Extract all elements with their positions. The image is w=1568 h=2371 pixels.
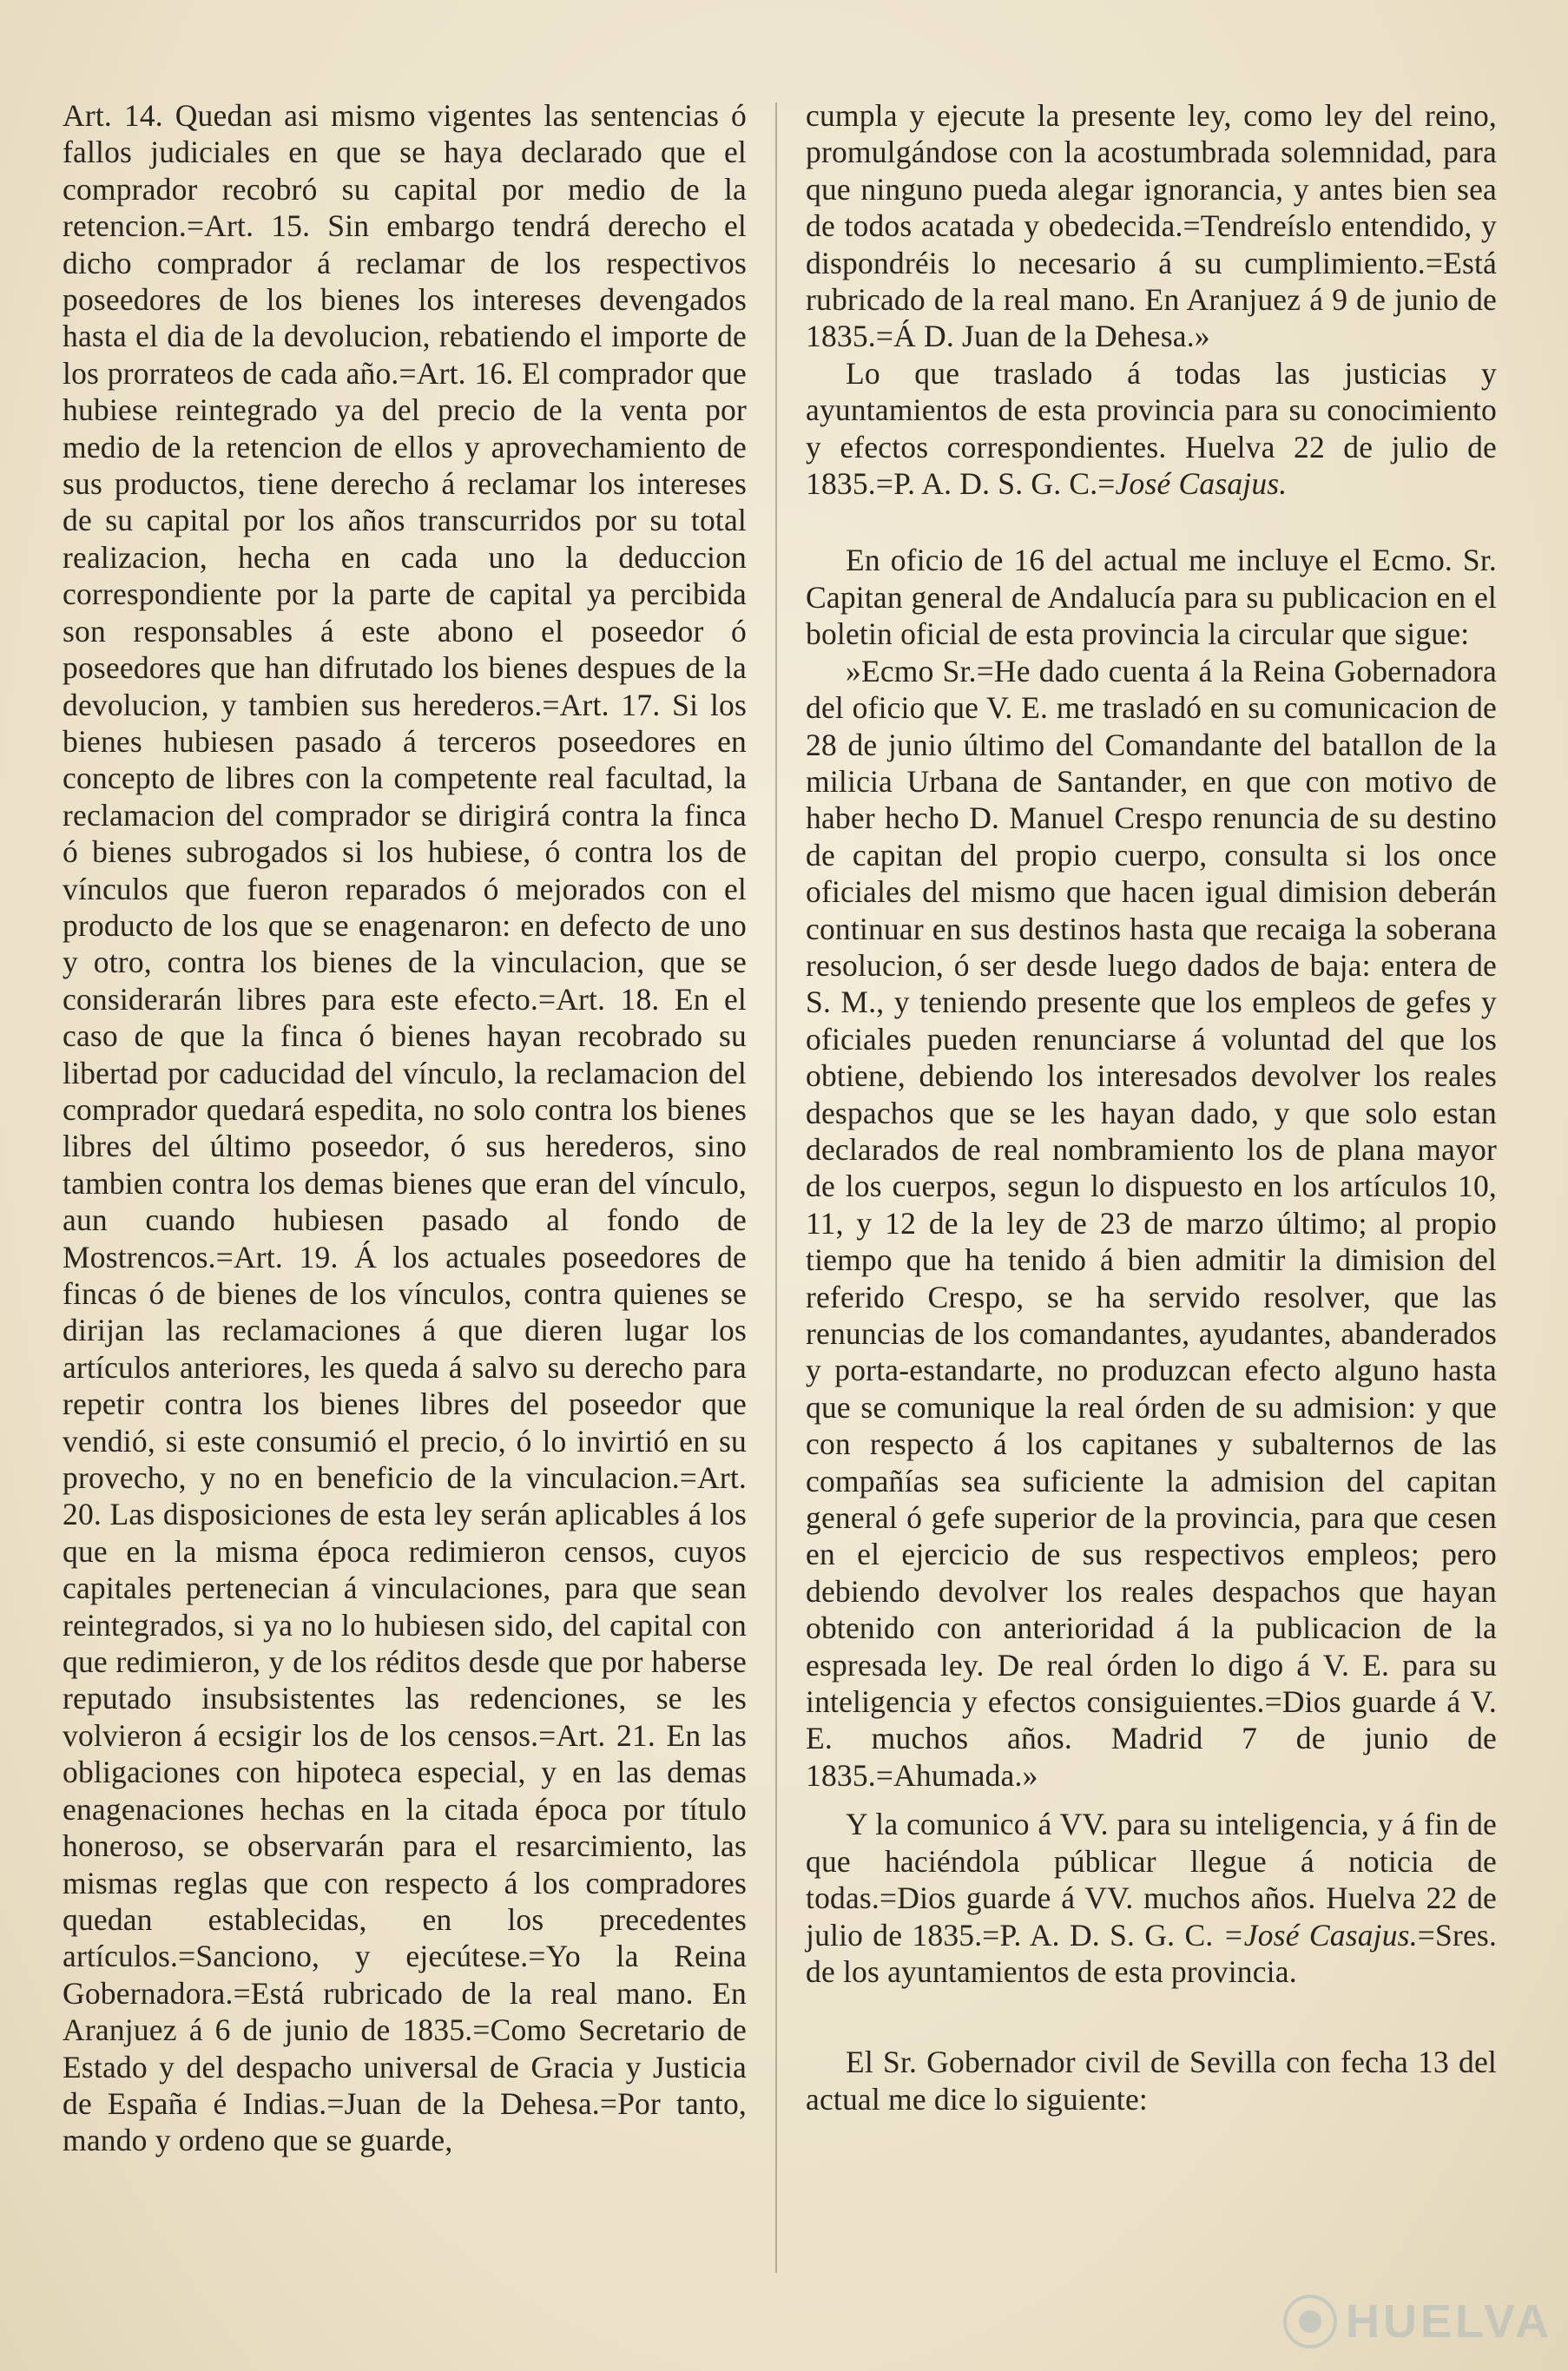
royal-order-paragraph: »Ecmo Sr.=He dado cuenta á la Reina Gobernadora del oficio que V. E. me trasladó en su comunicacion de 28 de junio último del Comandante del batallon de la milicia Urbana de Santander, en que con motivo de haber hecho D. Manuel Crespo renuncia de su destino de capitan del propio cuerpo, consulta si los once oficiales del mismo que hacen igual dimision deberán continuar en sus destinos hasta que recaiga la soberana resolucion, ó ser desde luego dados de baja: entera de S. M., y teniendo presente que los empleos de gefes y oficiales pueden renunciarse á voluntad del que los obtiene, debiendo los interesados devolver los reales despachos que se les hayan dado, y que solo estan declarados de real nombramiento los de plana mayor de los cuerpos, segun lo dispuesto en los artículos 10, 11, y 12 de la ley de 23 de marzo último; al propio tiempo que ha tenido á bien admitir la dimision del referido Crespo, se ha servido resolver, que las renuncias de los comandantes, ayudantes, abanderados y porta-estandarte, no produzcan efecto alguno hasta que se comunique la real órden de su admision: y que con respecto á los capitanes y subalternos de las compañías sea suficiente la admision del capitan general ó gefe superior de la provincia, para que cesen en el ejercicio de sus respectivos empleos; pero debiendo devolver los reales despachos que hayan obtenido con anterioridad á la publicacion de la espresada ley. De real órden lo digo á V. E. para su inteligencia y efectos consiguientes.=Dios guarde á V. E. muchos años. Madrid 7 de junio de 1835.=Ahumada.»: [806, 653, 1497, 1793]
transfer-notice-paragraph: [806, 355, 1497, 503]
signature-casajus: José Casajus.: [1115, 466, 1288, 502]
law-conclusion-paragraph: cumpla y ejecute la presente ley, como ley del reino, promulgándose con la acostumbrada solemnidad, para que ninguno pueda alegar ignorancia, y antes bien sea de todos acatada y obedecida.=Tendreíslo entendido, y dispondréis lo necesario á su cumplimiento.=Está rubricado de la real mano. En Aranjuez á 9 de junio de 1835.=Á D. Juan de la Dehesa.»: [806, 98, 1497, 354]
communication-paragraph: [806, 1806, 1497, 1990]
transfer-notice-text: Lo que traslado á todas las justicias y ayuntamientos de esta provincia para su conocimiento y efectos correspondientes. Huelva 22 de julio de 1835.=P. A. D. S. G. C.=: [806, 355, 1497, 502]
column-divider: [775, 102, 777, 2273]
archive-watermark: [1283, 2295, 1552, 2348]
right-column: [806, 97, 1497, 2117]
provincial-emblem-icon: [1283, 2295, 1337, 2348]
watermark-text: HUELVA: [1346, 2295, 1552, 2348]
communication-text: Y la comunico á VV. para su inteligencia, y á fin de que haciéndola públicar llegue á noticia de todas.=Dios guarde á VV. muchos años. Huelva 22 de julio de 1835.=P. A. D. S. G. C.: [806, 1807, 1497, 1953]
communication-addressees: =Sres. de los ayuntamientos de esta provincia.: [806, 1917, 1498, 1989]
left-column: [63, 97, 747, 2159]
captain-general-intro-paragraph: En oficio de 16 del actual me incluye el Ecmo. Sr. Capitan general de Andalucía para su publicacion en el boletin oficial de esta provincia la circular que sigue:: [806, 543, 1497, 652]
law-articles-paragraph: Art. 14. Quedan asi mismo vigentes las sentencias ó fallos judiciales en que se haya declarado que el comprador recobró su capital por medio de la retencion.=Art. 15. Sin embargo tendrá derecho el dicho comprador á reclamar de los respectivos poseedores de los bienes los intereses devengados hasta el dia de la devolucion, rebatiendo el importe de los prorrateos de cada año.=Art. 16. El comprador que hubiese reintegrado ya del precio de la venta por medio de la retencion de ellos y aprovechamiento de sus productos, tiene derecho á reclamar los intereses de su capital por los años transcurridos por su total realizacion, hecha en cada uno la deduccion correspondiente por la parte de capital ya percibida son responsables á este abono el poseedor ó poseedores que han difrutado los bienes despues de la devolucion, y tambien sus herederos.=Art. 17. Si los bienes hubiesen pasado á terceros poseedores en concepto de libres con la competente real facultad, la reclamacion del comprador se dirigirá contra la finca ó bienes subrogados si los hubiese, ó contra los de vínculos que fueron reparados ó mejorados con el producto de los que se enagenaron: en defecto de uno y otro, contra los bienes de la vinculacion, que se considerarán libres para este efecto.=Art. 18. En el caso de que la finca ó bienes hayan recobrado su libertad por caducidad del vínculo, la reclamacion del comprador quedará espedita, no solo contra los bienes libres del último poseedor, ó sus herederos, sino tambien contra los demas bienes que eran del vínculo, aun cuando hubiesen pasado al fondo de Mostrencos.=Art. 19. Á los actuales poseedores de fincas ó de bienes de los vínculos, contra quienes se dirijan las reclamaciones á que dieren lugar los artículos anteriores, les queda á salvo su derecho para repetir contra los bienes libres del poseedor que vendió, si este consumió el precio, ó lo invirtió en su provecho, y no en beneficio de la vinculacion.=Art. 20. Las disposiciones de esta ley serán aplicables á los que en la misma época redimieron censos, cuyos capitales pertenecian á vinculaciones, para que sean reintegrados, si ya no lo hubiesen sido, del capital con que redimieron, y de los réditos desde que por haberse reputado insubsistentes las redenciones, se les volvieron á ecsigir los de los censos.=Art. 21. En las obligaciones con hipoteca especial, y en las demas enagenaciones hechas en la citada época por título honeroso, se observarán para el resarcimiento, las mismas reglas que con respecto á los compradores quedan establecidas, en los precedentes artículos.=Sanciono, y ejecútese.=Yo la Reina Gobernadora.=Está rubricado de la real mano. En Aranjuez á 6 de junio de 1835.=Como Secretario de Estado y del despacho universal de Gracia y Justicia de España é Indias.=Juan de la Dehesa.=Por tanto, mando y ordeno que se guarde,: [63, 98, 747, 2158]
seville-governor-paragraph: El Sr. Gobernador civil de Sevilla con fecha 13 del actual me dice lo siguiente:: [806, 2045, 1497, 2117]
signature-casajus-2: =José Casajus.: [1222, 1917, 1418, 1953]
